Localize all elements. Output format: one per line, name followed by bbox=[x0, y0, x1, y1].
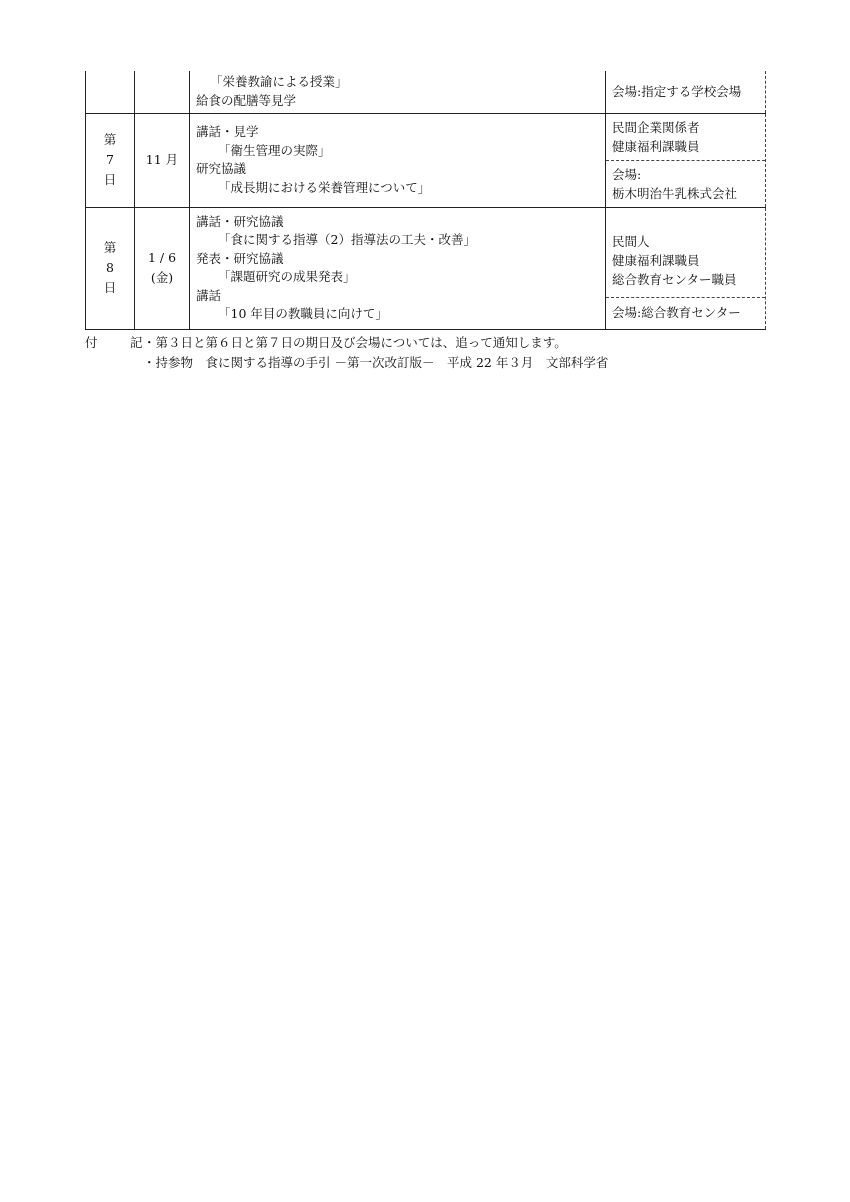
notes-row bbox=[85, 333, 608, 353]
content-cell bbox=[190, 207, 606, 329]
venue-line: 会場:総合教育センター bbox=[612, 305, 741, 320]
staff-cell bbox=[606, 207, 766, 329]
table-row bbox=[86, 207, 766, 329]
staff-list bbox=[606, 114, 765, 161]
day-label: 第 bbox=[103, 240, 117, 255]
day-cell bbox=[86, 207, 135, 329]
date-label: 11 月 bbox=[145, 152, 179, 167]
content-line: 講話 bbox=[196, 287, 222, 303]
content-line: 「10 年目の教職員に向けて」 bbox=[218, 306, 388, 321]
venue-line: 栃木明治牛乳株式会社 bbox=[612, 185, 738, 201]
content-line: 「衛生管理の実際」 bbox=[218, 142, 331, 158]
staff-list bbox=[606, 210, 765, 298]
staff-item: 総合教育センター職員 bbox=[612, 272, 737, 287]
venue-text: 会場:指定する学校会場 bbox=[612, 83, 742, 99]
day-cell bbox=[86, 113, 135, 207]
content-line: 研究協議 bbox=[196, 161, 247, 176]
staff-cell bbox=[606, 113, 766, 207]
content-line: 「食に関する指導（2）指導法の工夫・改善」 bbox=[218, 232, 476, 247]
day-label: 日 bbox=[103, 172, 117, 187]
notes-item: ・持参物 食に関する指導の手引 －第一次改訂版－ 平成 22 年３月 文部科学省 bbox=[143, 355, 609, 370]
notes-row bbox=[85, 353, 608, 373]
date-label: (金) bbox=[150, 270, 174, 285]
content-line: 「課題研究の成果発表」 bbox=[218, 269, 356, 284]
schedule-table bbox=[85, 71, 766, 330]
staff-item: 民間企業関係者 bbox=[612, 119, 700, 135]
venue-cell bbox=[606, 71, 766, 113]
content-cell bbox=[190, 71, 606, 113]
content-line: 講話・研究協議 bbox=[196, 213, 284, 229]
staff-item: 健康福利課職員 bbox=[612, 138, 700, 154]
content-line: 給食の配膳等見学 bbox=[196, 92, 297, 108]
staff-item: 民間人 bbox=[612, 234, 650, 249]
venue-text bbox=[606, 161, 765, 207]
notes-item: ・第３日と第６日と第７日の期日及び会場については、追って通知します。 bbox=[143, 335, 567, 350]
content-cell bbox=[190, 113, 606, 207]
content-line: 発表・研究協議 bbox=[196, 250, 284, 266]
day-cell bbox=[86, 71, 135, 113]
date-cell bbox=[135, 207, 190, 329]
day-label: 日 bbox=[103, 280, 117, 295]
venue-text bbox=[606, 298, 765, 326]
day-label: 8 bbox=[106, 260, 114, 275]
staff-item: 健康福利課職員 bbox=[612, 253, 700, 268]
content-line: 講話・見学 bbox=[196, 124, 259, 139]
day-label: 第 bbox=[103, 132, 117, 147]
venue-line: 会場: bbox=[612, 166, 642, 182]
date-cell bbox=[135, 113, 190, 207]
content-line: 「成長期における栄養管理について」 bbox=[218, 179, 431, 195]
table-row bbox=[86, 71, 766, 113]
content-line: 「栄養教諭による授業」 bbox=[210, 74, 348, 90]
notes-label-spacer bbox=[85, 353, 143, 373]
date-label: 1 / 6 bbox=[147, 250, 177, 265]
table-row bbox=[86, 113, 766, 207]
date-cell bbox=[135, 71, 190, 113]
day-label: 7 bbox=[106, 152, 114, 167]
notes-label: 付 記 bbox=[85, 335, 153, 350]
notes-section bbox=[85, 333, 608, 373]
